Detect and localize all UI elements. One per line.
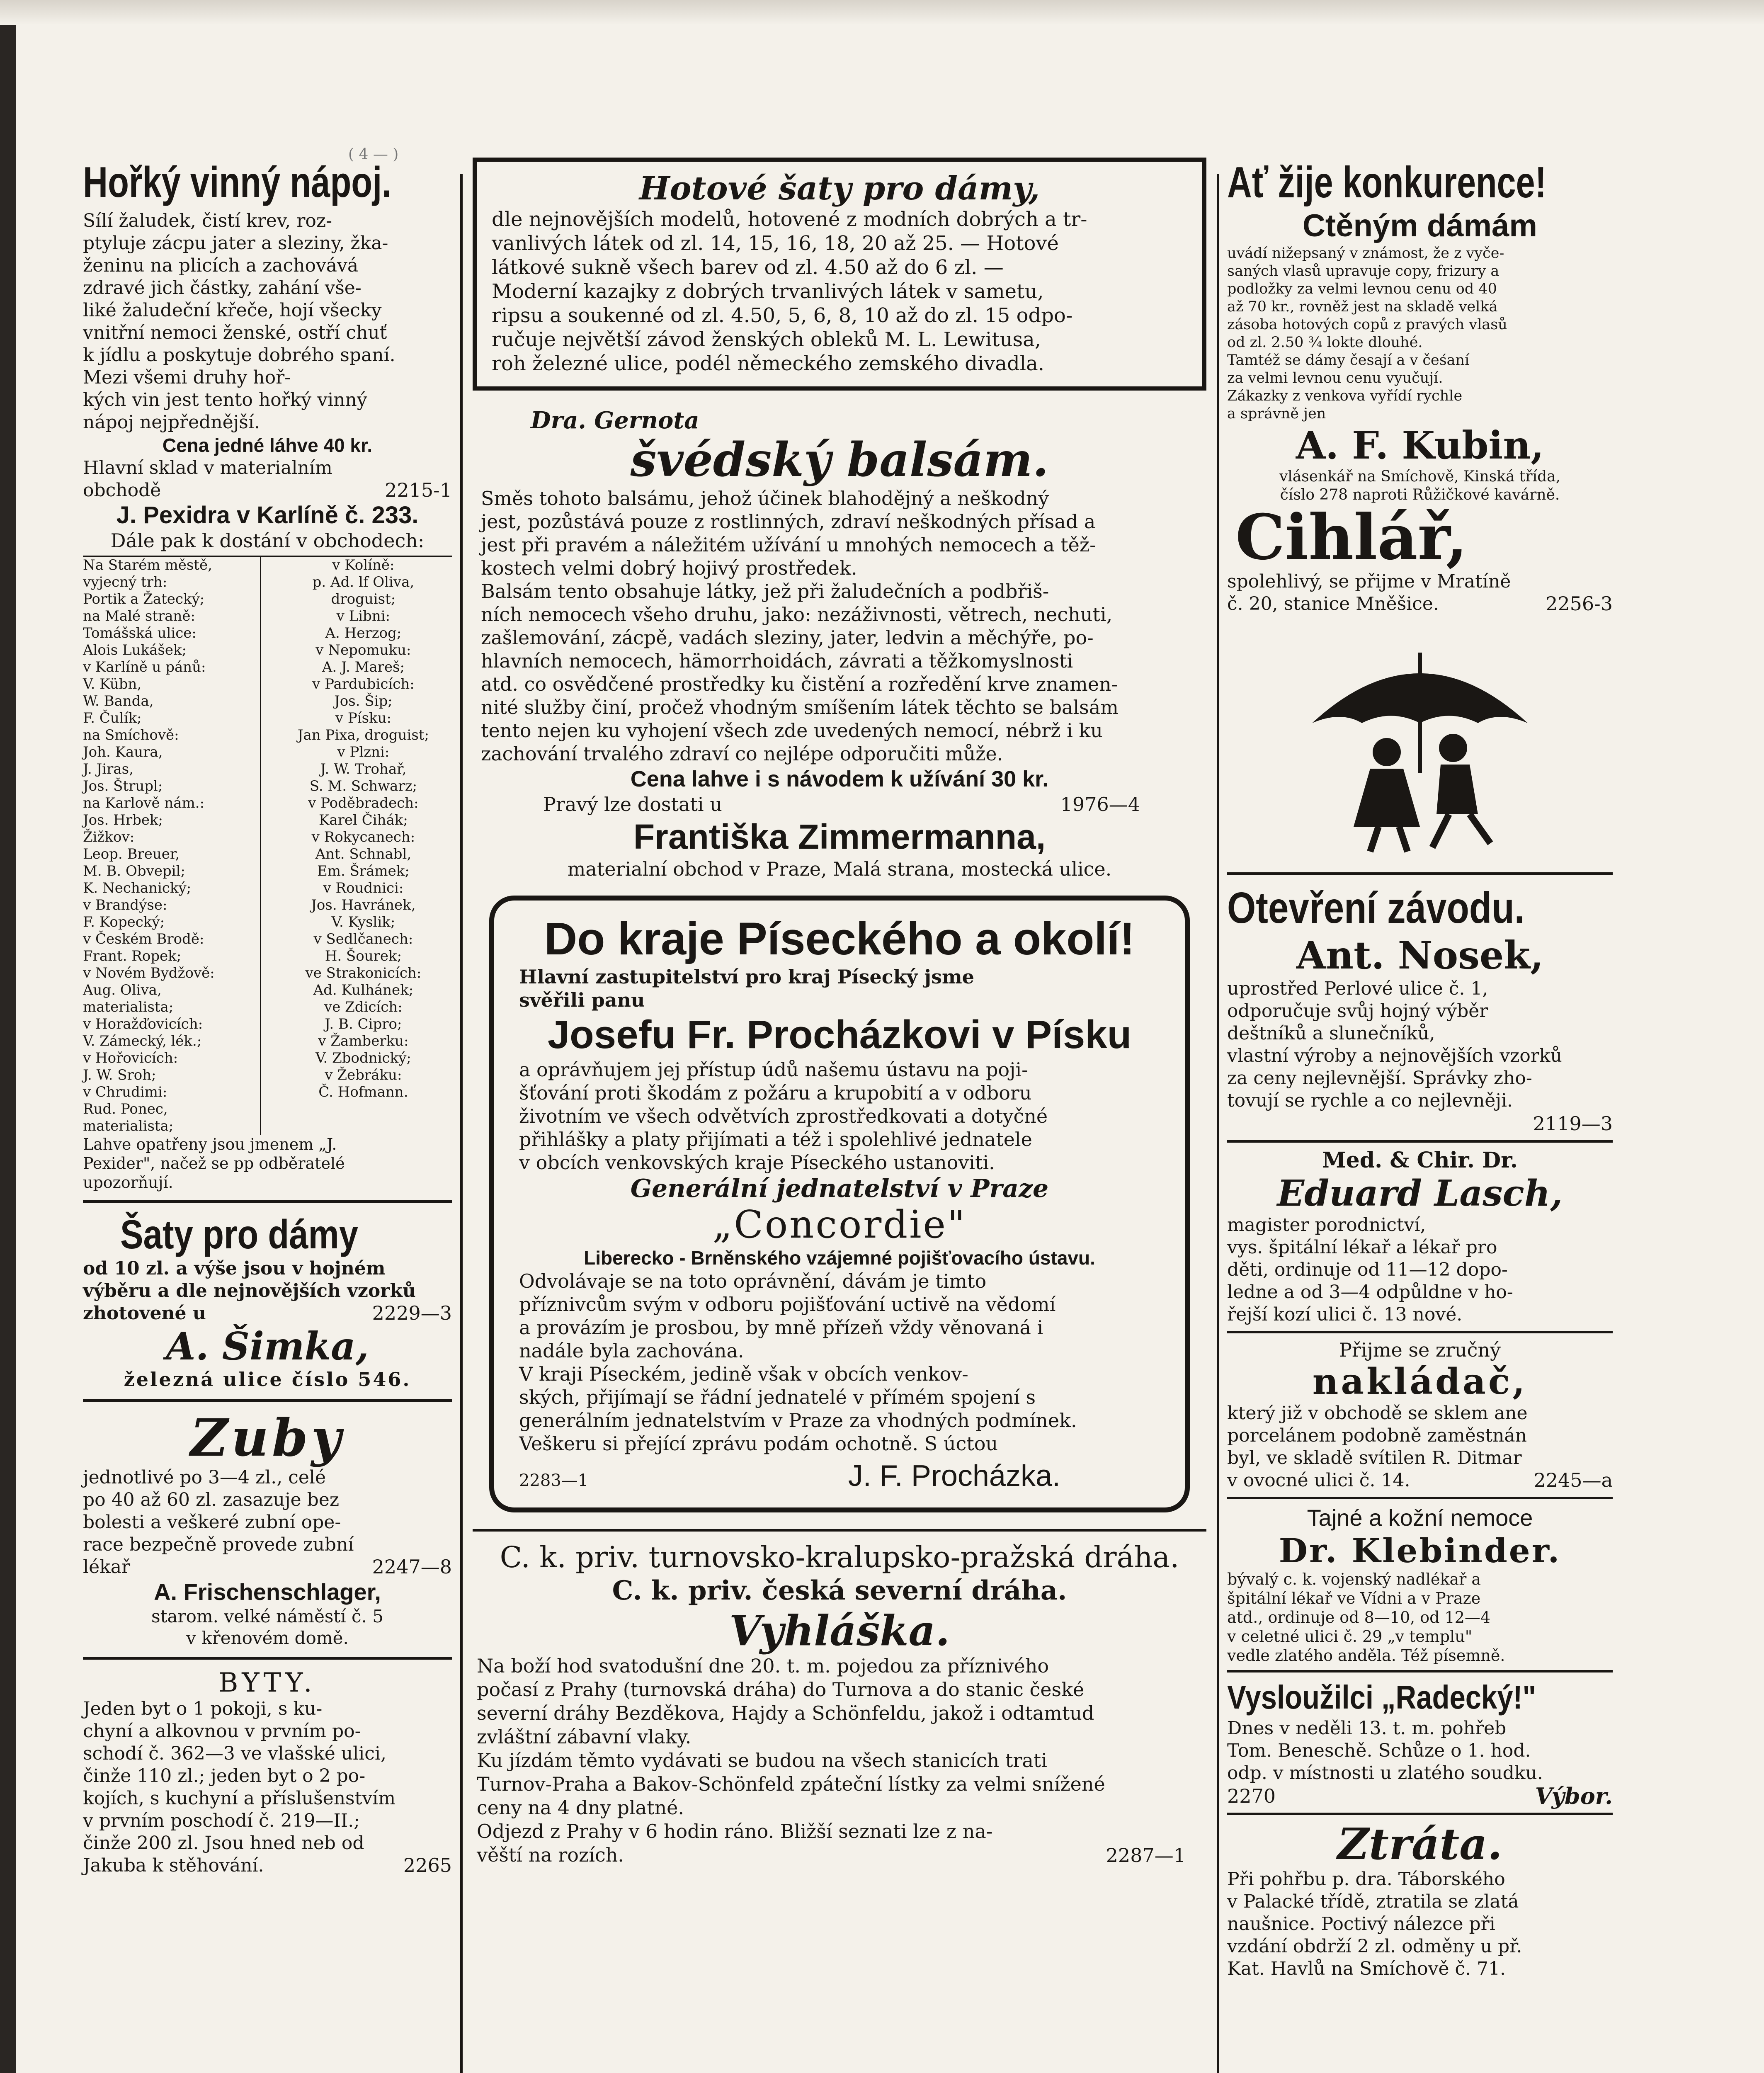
ad-title: BYTY. (218, 1668, 316, 1698)
ad-kraj-frame (489, 896, 1190, 1512)
ad-firm: A. Šimka, (166, 1324, 369, 1369)
text-line: Jan Pixa, droguist; (297, 727, 429, 743)
ad-number: 2265 (403, 1854, 452, 1876)
text-line: od zl. 2.50 ¾ lokte dlouhé. (1227, 334, 1423, 351)
figure-left-leg (1370, 827, 1378, 852)
text-line: ve Strakonicích: (305, 965, 422, 981)
text-line: ripsu a soukenné od zl. 4.50, 5, 6, 8, 10 až do zl. 15 odpo- (492, 304, 1073, 327)
ad-title: Ztráta. (1337, 1818, 1502, 1869)
text-line: svěřili panu (519, 989, 645, 1011)
text-line: v Karlíně u pánů: (83, 659, 206, 675)
shop-list-left (83, 557, 261, 1135)
page-top-mark: ( 4 — ) (348, 146, 399, 163)
figure-right-head (1439, 734, 1467, 762)
ad-number: 2247—8 (372, 1556, 452, 1578)
text-line: atd., ordinuje od 8—10, od 12—4 (1227, 1608, 1491, 1626)
divider (83, 1657, 452, 1660)
text-line: v obcích venkovských kraje Píseckého ustanoviti. (519, 1151, 995, 1174)
text-line: H. Šourek; (325, 948, 402, 964)
ad-signature: Výbor. (1535, 1783, 1613, 1809)
text-line: Pexider", načež se pp odběratelé (83, 1154, 345, 1172)
text-line: v Rokycanech: (311, 829, 415, 845)
ad-signature: J. F. Procházka. (848, 1459, 1060, 1493)
ad-subtitle: Ctěným dámám (1303, 208, 1537, 243)
divider (1227, 872, 1613, 875)
figure-right-leg (1470, 814, 1490, 843)
text-line: v Písku: (335, 710, 391, 726)
text-line: Č. Hofmann. (318, 1084, 408, 1100)
text-line: v Kolíně: (332, 557, 395, 573)
text-line: až 70 kr., rovněž jest na skladě velká (1227, 299, 1498, 315)
text-line: V. Zbodnický; (315, 1050, 411, 1066)
text-line: porcelánem podobně zaměstnán (1227, 1425, 1527, 1446)
shop-list-right (275, 557, 452, 1135)
text-line: V. Kübn, (83, 676, 142, 692)
ad-address (1227, 468, 1613, 504)
text-line: Dnes v neděli 13. t. m. pohřeb (1227, 1718, 1507, 1739)
text-line: K. Nechanický; (83, 880, 192, 896)
text-line: Na boží hod svatodušní dne 20. t. m. pojedou za příznivého (477, 1655, 1049, 1677)
text-line: Odjezd z Prahy v 6 hodin ráno. Bližší seznati lze z na- (477, 1820, 993, 1842)
ad-title-2: C. k. priv. česká severní dráha. (612, 1575, 1067, 1606)
text-line: byl, ve skladě svítilen R. Ditmar (1227, 1447, 1522, 1469)
ad-number: 2119—3 (1533, 1112, 1613, 1135)
divider (1227, 1497, 1613, 1499)
text-line: v Plzni: (337, 744, 390, 760)
ad-title: Otevření závodu. (1227, 884, 1525, 932)
text-line: v prvním poschodí č. 219—II.; (83, 1810, 360, 1831)
text-line: Joh. Kaura, (83, 744, 163, 760)
text-line: Ad. Kulhánek; (313, 982, 414, 998)
text-line: Veškeru si přející zprávu podám ochotně. S úctou (519, 1432, 998, 1455)
text-line: špitální lékař ve Vídni a v Praze (1227, 1589, 1481, 1607)
text-line: Leop. Breuer, (83, 846, 180, 862)
text-line: číslo 278 naproti Růžičkové kavárně. (1280, 486, 1560, 503)
text-line: v Roudnici: (323, 880, 404, 896)
text-line: Turnov-Praha a Bakov-Schönfeld zpáteční lístky za velmi snížené (477, 1773, 1105, 1795)
text-line: generálním jednatelstvím v Praze za vhodných podmínek. (519, 1409, 1077, 1432)
text-line: v Žamberku: (318, 1033, 409, 1049)
text-line: droguist; (331, 591, 396, 607)
text-line: řejší kozí ulici č. 13 nové. (1227, 1304, 1463, 1325)
ad-otevreni-zavodu (1227, 883, 1613, 1135)
ad-konkurence (1227, 158, 1613, 504)
text-line: na Smíchově: (83, 727, 179, 743)
ad-title: Šaty pro dámy (120, 1211, 359, 1257)
ad-body (83, 1698, 452, 1877)
text-line: v Pardubicích: (312, 676, 415, 692)
text-line: nadále byla zachována. (519, 1340, 744, 1362)
ad-number: 2287—1 (1106, 1844, 1186, 1867)
text-line: děti, ordinuje od 11—12 dopo- (1227, 1259, 1508, 1280)
ad-nakladac (1227, 1338, 1613, 1492)
umbrella-couple-illustration (1296, 640, 1544, 856)
text-line: lékař (83, 1556, 131, 1578)
figure-left-dress (1354, 769, 1420, 827)
text-line: tovují se rychle a co nejlevněji. (1227, 1090, 1513, 1111)
column-rule-2 (1217, 174, 1219, 2073)
text-line: zvláštní zábavní vlaky. (477, 1726, 692, 1748)
ad-title: Hotové šaty pro dámy, (639, 170, 1040, 207)
ad-source: Pravý lze dostati u (543, 793, 722, 816)
ad-agent-name: Josefu Fr. Procházkovi v Písku (547, 1012, 1132, 1057)
text-line: Žižkov: (83, 829, 135, 845)
text-line: Jos. Šip; (334, 693, 393, 709)
ad-byty (83, 1668, 452, 1877)
text-line: šťování proti škodám z požáru a krupobití a v odboru (519, 1082, 1032, 1104)
text-line: přihlášky a platy přijímati a též i spolehlivé jednatele (519, 1128, 1032, 1151)
text-line: za velmi levnou cenu vyučují. (1227, 370, 1443, 386)
text-line: bolesti a veškeré zubní ope- (83, 1512, 341, 1533)
ad-draha (473, 1540, 1206, 1867)
ad-title: Ať žije konkurence! (1227, 158, 1547, 207)
ad-title-3: Vyhláška. (729, 1606, 950, 1655)
text-line: A. Herzog; (325, 625, 402, 641)
text-line: upozorňují. (83, 1173, 173, 1192)
text-line: starom. velké náměstí č. 5 (151, 1606, 383, 1626)
ad-body (1227, 1214, 1613, 1326)
text-line: k jídlu a poskytuje dobrého spaní. (83, 345, 396, 366)
ad-radecky (1227, 1677, 1613, 1808)
text-line: deštníků a slunečníků, (1227, 1023, 1435, 1044)
ad-body (1227, 1570, 1613, 1665)
text-line: ních nemocech všeho druhu, jako: nezáživnosti, větrech, nechuti, (481, 603, 1113, 626)
figure-right-coat (1436, 765, 1478, 814)
text-line: Balsám tento obsahuje látky, jež při žaludečních a podbřiš- (481, 580, 1049, 602)
text-line: atd. co osvědčené prostředky ku čistění a rozředění krve znamen- (481, 673, 1118, 695)
text-line: schodí č. 362—3 ve vlašské ulici, (83, 1743, 386, 1764)
text-line: vanlivých látek od zl. 14, 15, 16, 18, 20 až 25. — Hotové (492, 232, 1059, 255)
figure-left-head (1373, 738, 1401, 766)
text-line: věští na rozích. (477, 1844, 624, 1866)
ad-subtitle: Dále pak k dostání v obchodech: (110, 529, 425, 552)
text-line: Tomášská ulice: (83, 625, 197, 641)
text-line: zhotovené u (83, 1303, 206, 1324)
ad-number: 2245—a (1533, 1469, 1613, 1491)
ad-horky-vinny-napoj (83, 158, 452, 1192)
ad-body-2 (519, 1058, 1160, 1174)
shop-list (83, 556, 452, 1135)
ad-address: železná ulice číslo 546. (124, 1368, 411, 1391)
ad-body (1227, 978, 1613, 1112)
text-line: J. B. Cipro; (325, 1016, 402, 1032)
text-line: v křenovém domě. (186, 1628, 349, 1648)
ad-number: 2215-1 (385, 479, 452, 501)
text-line: Jos. Havránek, (311, 897, 416, 913)
text-line: Moderní kazajky z dobrých trvanlivých látek v sametu, (492, 280, 1044, 303)
ad-address: materialní obchod v Praze, Malá strana, mostecká ulice. (567, 858, 1112, 880)
text-line: A. J. Mareš; (322, 659, 405, 675)
ad-title: Do kraje Píseckého a okolí! (544, 913, 1135, 964)
text-line: V. Kyslik; (331, 914, 396, 930)
divider (83, 1399, 452, 1402)
ad-body (1227, 245, 1613, 423)
ad-general-agency: Generální jednatelství v Praze (630, 1174, 1049, 1203)
ad-body (481, 487, 1198, 765)
text-line: ručuje největší závod ženských obleků M. L. Lewitusa, (492, 328, 1041, 351)
text-line: ve Zdicích: (324, 999, 403, 1015)
text-line: Jos. Hrbek; (83, 812, 163, 828)
text-line: J. W. Trohař, (320, 761, 407, 777)
text-line: Jeden byt o 1 pokoji, s ku- (83, 1698, 323, 1719)
text-line: vlásenkář na Smíchově, Kinská třída, (1279, 468, 1561, 485)
text-line: na Karlově nám.: (83, 795, 205, 811)
divider (1227, 1331, 1613, 1333)
text-line: v Poděbradech: (308, 795, 419, 811)
text-line: Jos. Štrupl; (83, 778, 163, 794)
text-line: materialista; (83, 999, 174, 1015)
ad-firm: Františka Zimmermanna, (633, 817, 1046, 856)
ad-kicker: Dra. Gernota (531, 407, 699, 434)
text-line: tento nejen ku vyhojení všech zde uvedených nemocí, nébrž i ku (481, 719, 1103, 742)
text-line: vlastní výroby a nejnovějších vzorků (1227, 1045, 1562, 1066)
column-2 (473, 158, 1206, 1867)
text-line: materialista; (83, 1118, 174, 1134)
text-line: ledne a od 3—4 odpůldne v ho- (1227, 1282, 1513, 1303)
text-line: Lahve opatřeny jsou jmenem „J. (83, 1135, 337, 1153)
divider (83, 1200, 452, 1203)
text-line: Em. Šrámek; (317, 863, 410, 879)
ad-hotove-saty-frame (473, 158, 1206, 391)
text-line: zachování trvalého zdraví co nejlépe odporučiti může. (481, 743, 1003, 765)
ad-title: Hořký vinný nápoj. (83, 158, 392, 206)
ad-svedsky-balsam (473, 407, 1206, 881)
text-line: F. Kopecký; (83, 914, 165, 930)
ad-body-1 (519, 965, 1160, 1012)
ad-firm: A. F. Kubin, (1296, 423, 1544, 468)
ad-firm: A. Frischenschlager, (154, 1579, 381, 1605)
ad-title: Cihlář, (1235, 501, 1468, 574)
ad-dr-klebinder (1227, 1504, 1613, 1665)
ad-title: Zuby (190, 1408, 345, 1468)
text-line: Ant. Schnabl, (315, 846, 412, 862)
ad-title: švédský balsám. (630, 433, 1049, 487)
ad-body (83, 210, 452, 434)
text-line: Při pohřbu p. dra. Táborského (1227, 1869, 1505, 1890)
text-line: ceny na 4 dny platné. (477, 1796, 684, 1819)
text-line: za ceny nejlevnější. Správky zho- (1227, 1068, 1532, 1089)
text-line: látkové sukně všech barev od zl. 4.50 až do 6 zl. — (492, 256, 1004, 279)
text-line: Odvolávaje se na toto oprávnění, dávám je timto (519, 1270, 987, 1292)
text-line: výběru a dle nejnovějších vzorků (83, 1280, 416, 1301)
text-line: W. Banda, (83, 693, 154, 709)
column-1 (83, 158, 452, 1877)
ad-body (492, 207, 1187, 376)
ad-name: Eduard Lasch, (1277, 1172, 1563, 1214)
text-line: příznivcům svým v odboru pojišťování uctivě na vědomí (519, 1293, 1056, 1316)
text-line: podložky za velmi levnou cenu od 40 (1227, 281, 1497, 297)
text-line: Ku jízdám těmto vydávati se budou na všech stanicích trati (477, 1749, 1047, 1772)
text-line: ženinu na plicích a zachovává (83, 255, 359, 276)
text-line: liké žaludeční křeče, hojí všecky (83, 300, 382, 321)
text-line: v celetné ulici č. 29 „v templu" (1227, 1627, 1473, 1646)
text-line: vzdání obdrží 2 zl. odměny u př. (1227, 1936, 1522, 1957)
text-line: životním ve všech odvětvích zprostředkovati a dotyčné (519, 1105, 1048, 1127)
ad-saty-pro-damy (83, 1211, 452, 1391)
text-line: uprostřed Perlové ulice č. 1, (1227, 978, 1488, 999)
ad-company: „Concordie" (712, 1202, 967, 1247)
text-line: Sílí žaludek, čistí krev, roz- (83, 210, 332, 231)
text-line: Tamtéž se dámy česají a v čeśaní (1227, 352, 1470, 369)
text-line: jednotlivé po 3—4 zl., celé (83, 1467, 326, 1488)
divider (1227, 1813, 1613, 1815)
ad-kicker: Med. & Chir. Dr. (1322, 1148, 1518, 1173)
ad-number: 2283—1 (519, 1471, 589, 1490)
ad-body (1227, 1868, 1613, 1980)
text-line: Mezi všemi druhy hoř- (83, 367, 291, 388)
text-line: v Hořovicích: (83, 1050, 178, 1066)
ad-number: 2229—3 (372, 1302, 452, 1324)
ad-name: Dr. Klebinder. (1279, 1531, 1561, 1570)
text-line: V. Zámecký, lék.; (83, 1033, 202, 1049)
text-line: v Českém Brodě: (83, 931, 204, 947)
column-rule-1 (460, 174, 463, 2073)
text-line: jest, pozůstává pouze z rostlinných, zdraví neškodných přísad a (481, 510, 1096, 533)
text-line: ských, přijímají se řádní jednatelé v přímém spojení s (519, 1386, 1036, 1408)
text-line: činže 200 zl. Jsou hned neb od (83, 1833, 364, 1854)
text-line: v Nepomuku: (315, 642, 411, 658)
ad-dr-lasch (1227, 1148, 1613, 1326)
text-line: kojích, s kuchyní a příslušenstvím (83, 1788, 396, 1809)
text-line: Jakuba k stěhování. (83, 1855, 264, 1876)
text-line: č. 20, stanice Mněšice. (1227, 593, 1439, 614)
divider (1227, 1670, 1613, 1672)
text-line: Směs tohoto balsámu, jehož účinek blahodějný a neškodný (481, 487, 1049, 510)
text-line: Portik a Žatecký; (83, 591, 205, 607)
text-line: severní dráhy Bezděkova, Hajdy a Schönfeldu, jakož i odtamtud (477, 1702, 1094, 1724)
text-line: nápoj nejpřednější. (83, 412, 260, 433)
text-line: a správně jen (1227, 405, 1326, 422)
text-line: Hlavní sklad v materialním (83, 457, 332, 478)
text-line: vys. špitální lékař a lékař pro (1227, 1237, 1497, 1258)
ad-title-1: C. k. priv. turnovsko-kralupsko-pražská dráha. (500, 1540, 1179, 1574)
ad-ztrata (1227, 1820, 1613, 1980)
text-line: saných vlasů upravuje copy, frizury a (1227, 263, 1500, 279)
text-line: činže 110 zl.; jeden byt o 2 po- (83, 1765, 366, 1787)
text-line: a oprávňujem jej přístup údů našemu ústavu na poji- (519, 1058, 1028, 1081)
text-line: od 10 zl. a výše jsou v hojném (83, 1258, 386, 1279)
ad-intro: Přijme se zručný (1339, 1339, 1501, 1361)
ad-price: Cena jedné láhve 40 kr. (162, 435, 373, 456)
text-line: Na Starém městě, (83, 557, 212, 573)
text-line: zásoba hotových copů z pravých vlasů (1227, 316, 1507, 333)
text-line: bývalý c. k. vojenský nadlékař a (1227, 1570, 1481, 1588)
text-line: spolehlivý, se přijme v Mratíně (1227, 571, 1511, 592)
text-line: hlavních nemocech, hämorrhoidách, závrati a těžkomyslnosti (481, 650, 1073, 672)
ad-price: Cena lahve i s návodem k užívání 30 kr. (630, 767, 1049, 791)
page-left-edge (0, 0, 16, 2073)
ad-firm: J. Pexidra v Karlíně č. 233. (116, 502, 419, 529)
text-line: který již v obchodě se sklem ane (1227, 1403, 1528, 1424)
text-line: F. Čulík; (83, 710, 142, 726)
text-line: a provázím je prosbou, by mně přízeň vždy věnovaná i (519, 1316, 1043, 1339)
ad-zuby (83, 1410, 452, 1649)
figure-right-leg (1432, 814, 1449, 847)
ad-number: 1976—4 (1060, 793, 1140, 816)
text-line: v Sedlčanech: (313, 931, 413, 947)
text-line: race bezpečně provede zubní (83, 1534, 354, 1555)
text-line: ptyluje zácpu jater a sleziny, žka- (83, 233, 388, 254)
text-line: uvádí nižepsaný v známost, že z vyče- (1227, 245, 1504, 262)
text-line: dle nejnovějších modelů, hotovené z modních dobrých a tr- (492, 208, 1087, 231)
ad-cihlar (1227, 501, 1613, 856)
text-line: počasí z Prahy (turnovská dráha) do Turnova a do stanic české (477, 1678, 1085, 1701)
ad-body-3 (519, 1270, 1160, 1455)
text-line: S. M. Schwarz; (309, 778, 417, 794)
text-line: Tom. Beneschě. Schůze o 1. hod. (1227, 1740, 1531, 1761)
text-line: Zákazky z venkova vyřídí rychle (1227, 388, 1463, 404)
text-line: v ovocné ulici č. 14. (1227, 1470, 1410, 1491)
text-line: v Libni: (336, 608, 391, 624)
text-line: Alois Lukášek; (83, 642, 187, 658)
column-3 (1227, 158, 1613, 1980)
divider (473, 1529, 1206, 1532)
text-line: v Palacké třídě, ztratila se zlatá (1227, 1891, 1519, 1912)
text-line: Rud. Ponec, (83, 1101, 168, 1117)
text-line: vnitřní nemoci ženské, ostří chuť (83, 322, 387, 343)
ad-number: 2256-3 (1546, 592, 1613, 615)
text-line: odp. v místnosti u zlatého soudku. (1227, 1762, 1543, 1784)
text-line: v Brandýse: (83, 897, 167, 913)
text-line: kostech velmi dobrý hojivý prostředek. (481, 557, 857, 579)
text-line: Aug. Oliva, (83, 982, 162, 998)
text-line: v Chrudimi: (83, 1084, 167, 1100)
text-line: obchodě (83, 480, 161, 501)
divider (1227, 1140, 1613, 1143)
text-line: vyjecný trh: (83, 574, 167, 590)
ad-title: nakládač, (1312, 1361, 1528, 1403)
text-line: vedle zlatého anděla. Též písemně. (1227, 1646, 1505, 1665)
text-line: v Žebráku: (325, 1067, 402, 1083)
text-line: po 40 až 60 zl. zasazuje bez (83, 1489, 340, 1510)
text-line: odporučuje svůj hojný výběr (1227, 1000, 1488, 1022)
text-line: J. Jiras, (83, 761, 133, 777)
text-line: Hlavní zastupitelství pro kraj Písecký jsme (519, 966, 974, 988)
ad-firm: Ant. Nosek, (1296, 933, 1544, 978)
text-line: Karel Čihák; (318, 812, 408, 828)
text-line: magister porodnictví, (1227, 1214, 1426, 1236)
text-line: p. Ad. lf Oliva, (312, 574, 415, 590)
ad-company-sub: Liberecko - Brněnského vzájemné pojišťovacího ústavu. (584, 1247, 1095, 1269)
figure-left-leg (1399, 827, 1407, 852)
text-line: Frant. Ropek; (83, 948, 182, 964)
text-line: nité služby činí, pročež vhodným smíšením látek těchto se balsám (481, 696, 1119, 719)
text-line: J. W. Sroh; (83, 1067, 156, 1083)
ad-body (477, 1654, 1202, 1867)
text-line: roh železné ulice, podél německého zemského divadla. (492, 352, 1044, 375)
ad-title: Tajné a kožní nemoce (1307, 1505, 1533, 1531)
text-line: zašlemování, zácpě, vadách sleziny, jater, ledvin a měchýře, po- (481, 626, 1094, 649)
text-line: jest při pravém a náležitém užívání u mnohých nemocech a těž- (481, 534, 1096, 556)
text-line: V kraji Píseckém, jedině však v obcích venkov- (519, 1363, 968, 1385)
ad-number: 2270 (1227, 1785, 1276, 1807)
ad-body (1227, 1717, 1613, 1784)
ad-address (83, 1606, 452, 1649)
text-line: v Horažďovicích: (83, 1016, 203, 1032)
text-line: Kat. Havlů na Smíchově č. 71. (1227, 1958, 1506, 1979)
page-top-shadow (0, 0, 1764, 25)
text-line: chyní a alkovnou v prvním po- (83, 1721, 361, 1742)
ad-footer (83, 1135, 452, 1192)
text-line: kých vin jest tento hořký vinný (83, 389, 367, 410)
text-line: v Novém Bydžově: (83, 965, 215, 981)
text-line: M. B. Obvepil; (83, 863, 185, 879)
text-line: naušnice. Poctivý nálezce při (1227, 1913, 1495, 1935)
ad-title: Vysloužilci „Radecký!" (1227, 1679, 1536, 1716)
text-line: zdravé jich částky, zahání vše- (83, 277, 362, 299)
text-line: na Malé straně: (83, 608, 195, 624)
